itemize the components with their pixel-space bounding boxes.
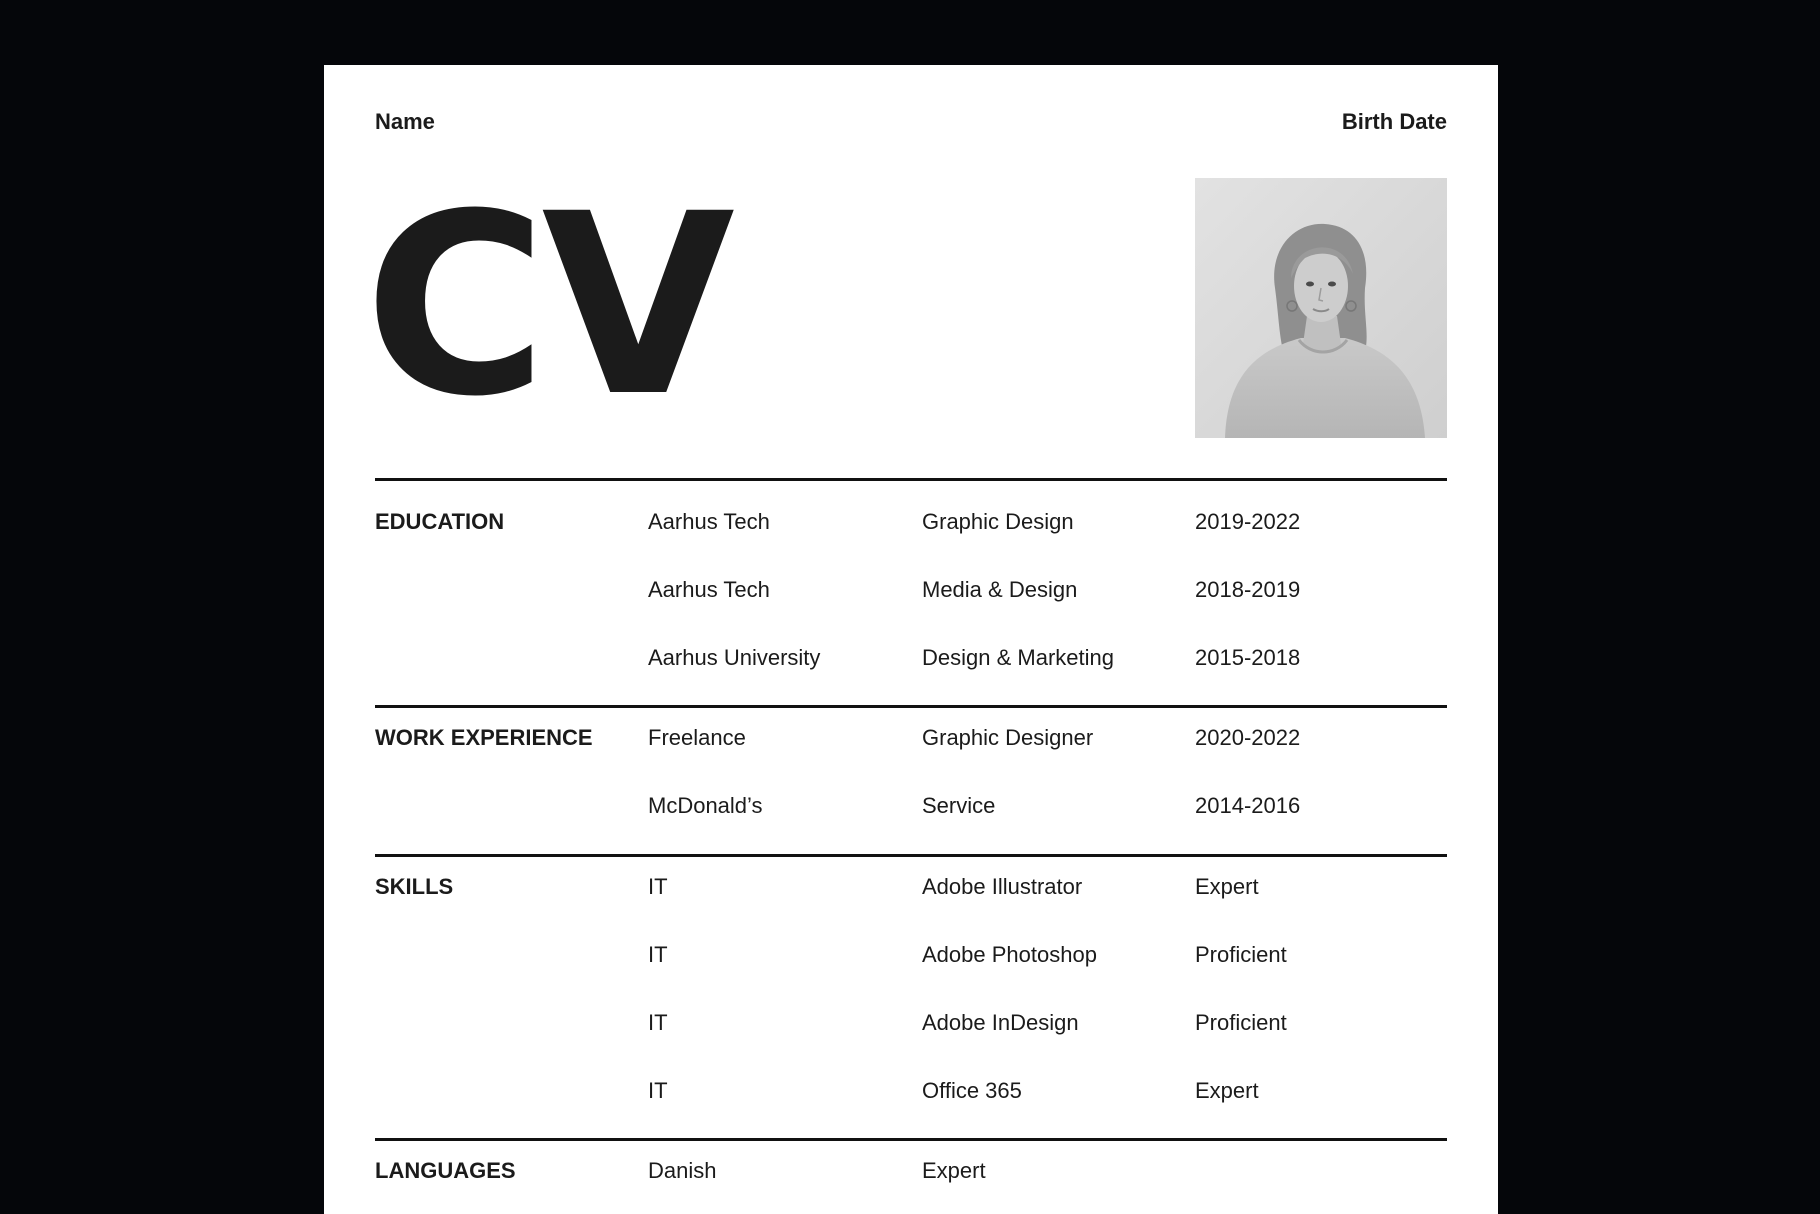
table-row	[375, 1007, 1447, 1039]
program: Design & Marketing	[922, 645, 1114, 670]
institution: Aarhus University	[648, 645, 821, 670]
period: 2015-2018	[1195, 645, 1301, 670]
section-title: LANGUAGES	[375, 1158, 516, 1183]
employer: McDonald’s	[648, 793, 763, 818]
table-row	[375, 722, 1447, 754]
section-title: SKILLS	[375, 874, 454, 899]
divider-top	[375, 478, 1447, 481]
skill-category: IT	[648, 1078, 668, 1103]
period: 2018-2019	[1195, 577, 1301, 602]
period: 2014-2016	[1195, 793, 1301, 818]
table-row	[375, 939, 1447, 971]
period: 2019-2022	[1195, 509, 1301, 534]
language: Danish	[648, 1158, 717, 1183]
divider-skills	[375, 1138, 1447, 1141]
section-title: WORK EXPERIENCE	[375, 725, 593, 750]
skill-name: Adobe Photoshop	[922, 942, 1097, 967]
profile-photo	[1195, 178, 1447, 438]
table-row	[375, 506, 1447, 538]
cv-title: CV	[364, 160, 729, 451]
table-row	[375, 1075, 1447, 1107]
portrait-illustration	[1195, 178, 1447, 438]
period: 2020-2022	[1195, 725, 1301, 750]
role: Graphic Designer	[922, 725, 1094, 750]
table-row	[375, 790, 1447, 822]
skill-level: Expert	[1195, 874, 1259, 899]
table-row	[375, 574, 1447, 606]
language-level: Expert	[922, 1158, 986, 1183]
skill-level: Proficient	[1195, 942, 1287, 967]
section-title: EDUCATION	[375, 509, 505, 534]
skill-name: Adobe InDesign	[922, 1010, 1079, 1035]
divider-work	[375, 854, 1447, 857]
skill-category: IT	[648, 1010, 668, 1035]
employer: Freelance	[648, 725, 746, 750]
skill-category: IT	[648, 942, 668, 967]
skill-name: Adobe Illustrator	[922, 874, 1083, 899]
role: Service	[922, 793, 996, 818]
institution: Aarhus Tech	[648, 577, 770, 602]
program: Media & Design	[922, 577, 1078, 602]
divider-education	[375, 705, 1447, 708]
table-row	[375, 642, 1447, 674]
birth-date-label: Birth Date	[1341, 109, 1447, 134]
table-row	[375, 1155, 1447, 1187]
skill-category: IT	[648, 874, 668, 899]
skill-level: Proficient	[1195, 1010, 1287, 1035]
cv-sheet	[324, 65, 1498, 1214]
institution: Aarhus Tech	[648, 509, 770, 534]
skill-level: Expert	[1195, 1078, 1259, 1103]
header-row	[375, 109, 1447, 135]
name-label: Name	[375, 109, 435, 134]
skill-name: Office 365	[922, 1078, 1022, 1103]
table-row	[375, 871, 1447, 903]
program: Graphic Design	[922, 509, 1074, 534]
